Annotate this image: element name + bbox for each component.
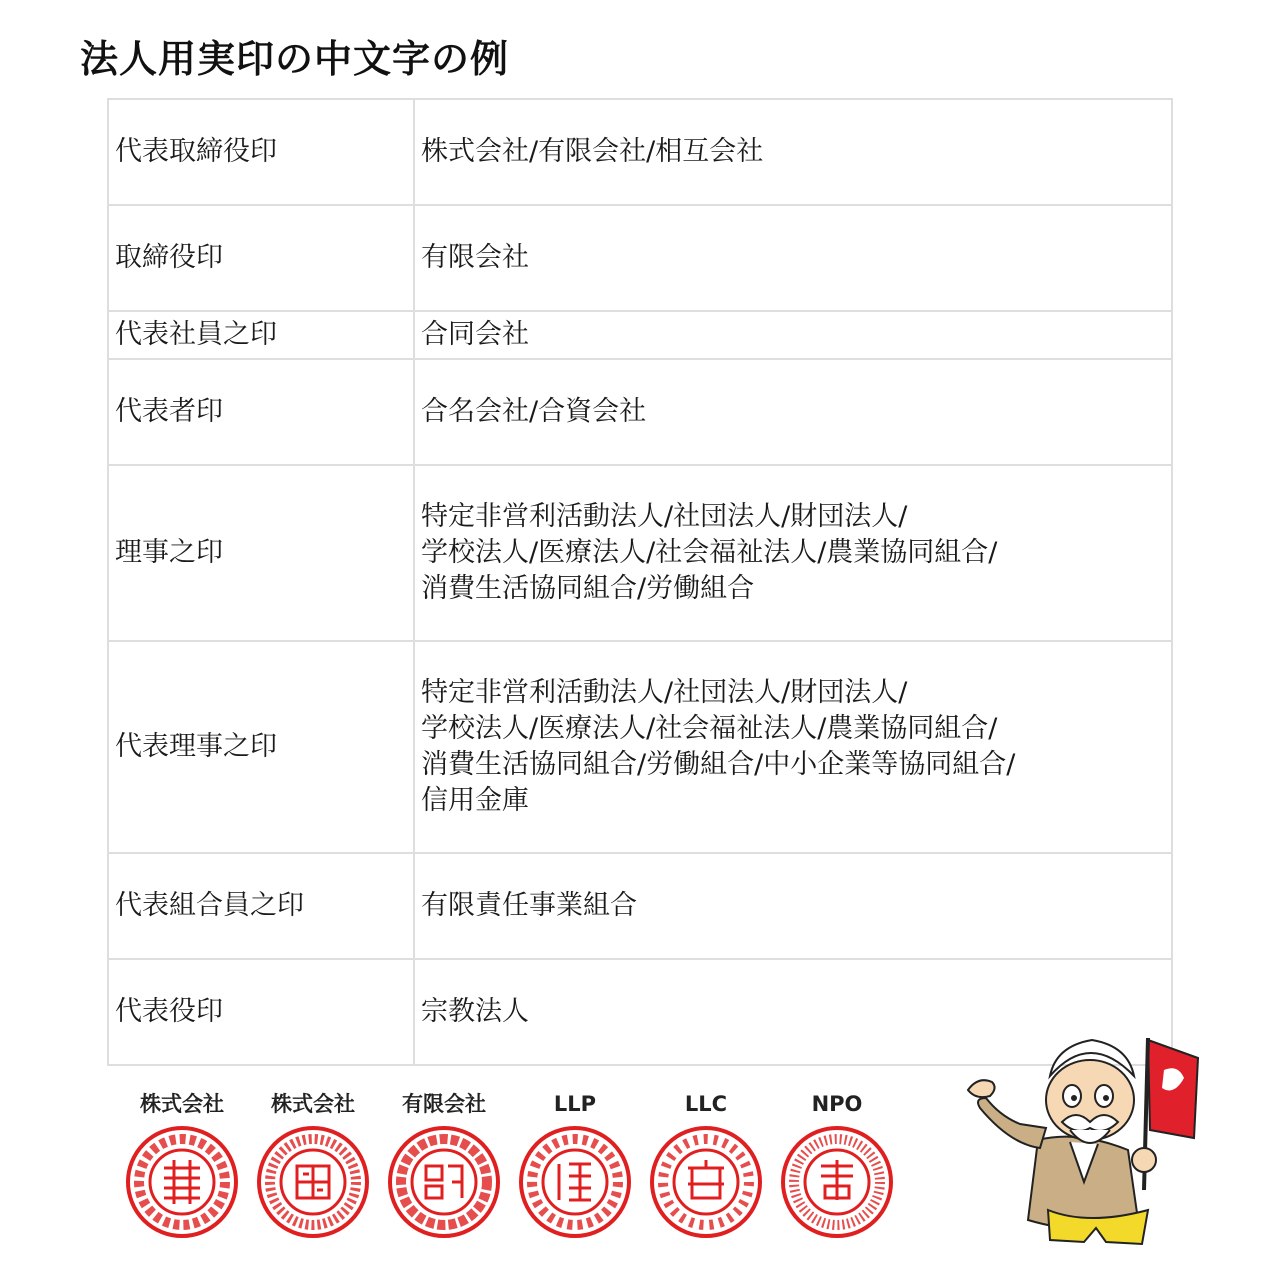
- seal-stamp-icon: [255, 1124, 371, 1240]
- seal-stamp-icon: [517, 1124, 633, 1240]
- seal-text-cell: 代表者印: [108, 359, 414, 465]
- seal-examples: [120, 1090, 920, 1240]
- seal-example-npo: [775, 1090, 899, 1240]
- entity-types-cell: 合名会社/合資会社: [414, 359, 1172, 465]
- entity-types-cell: 合同会社: [414, 311, 1172, 359]
- entity-types-cell: 特定非営利活動法人/社団法人/財団法人/ 学校法人/医療法人/社会福祉法人/農業協同組合/ 消費生活協同組合/労働組合: [414, 465, 1172, 641]
- seal-label: 株式会社: [271, 1092, 355, 1116]
- table-row: [108, 853, 1172, 959]
- seal-label: LLP: [553, 1092, 597, 1116]
- table-row: [108, 359, 1172, 465]
- page-title: 法人用実印の中文字の例: [80, 37, 510, 81]
- entity-types-cell: 宗教法人: [414, 959, 1172, 1065]
- seal-text-cell: 理事之印: [108, 465, 414, 641]
- seal-label: LLC: [684, 1092, 728, 1116]
- seal-text-cell: 取締役印: [108, 205, 414, 311]
- seal-text-cell: 代表取締役印: [108, 99, 414, 205]
- table-row: [108, 465, 1172, 641]
- table-row: [108, 205, 1172, 311]
- seal-example-yugen: [382, 1090, 506, 1240]
- seal-text-cell: 代表理事之印: [108, 641, 414, 853]
- entity-types-cell: 特定非営利活動法人/社団法人/財団法人/ 学校法人/医療法人/社会福祉法人/農業協同組合/ 消費生活協同組合/労働組合/中小企業等協同組合/ 信用金庫: [414, 641, 1172, 853]
- seal-example-llp: [513, 1090, 637, 1240]
- seal-text-cell: 代表組合員之印: [108, 853, 414, 959]
- entity-types-cell: 有限責任事業組合: [414, 853, 1172, 959]
- mascot-illustration: [958, 1030, 1208, 1250]
- seal-text-table: [107, 98, 1173, 1066]
- seal-stamp-icon: [386, 1124, 502, 1240]
- seal-stamp-icon: [779, 1124, 895, 1240]
- seal-label: 有限会社: [402, 1092, 486, 1116]
- seal-example-llc: [644, 1090, 768, 1240]
- seal-text-cell: 代表役印: [108, 959, 414, 1065]
- seal-text-cell: 代表社員之印: [108, 311, 414, 359]
- seal-label: 株式会社: [140, 1092, 224, 1116]
- seal-stamp-icon: [648, 1124, 764, 1240]
- seal-stamp-icon: [124, 1124, 240, 1240]
- seal-label: NPO: [811, 1092, 863, 1116]
- entity-types-cell: 有限会社: [414, 205, 1172, 311]
- table-row: [108, 641, 1172, 853]
- table-row: [108, 99, 1172, 205]
- seal-example-kabushiki-1: [120, 1090, 244, 1240]
- table-row: [108, 311, 1172, 359]
- seal-example-kabushiki-2: [251, 1090, 375, 1240]
- entity-types-cell: 株式会社/有限会社/相互会社: [414, 99, 1172, 205]
